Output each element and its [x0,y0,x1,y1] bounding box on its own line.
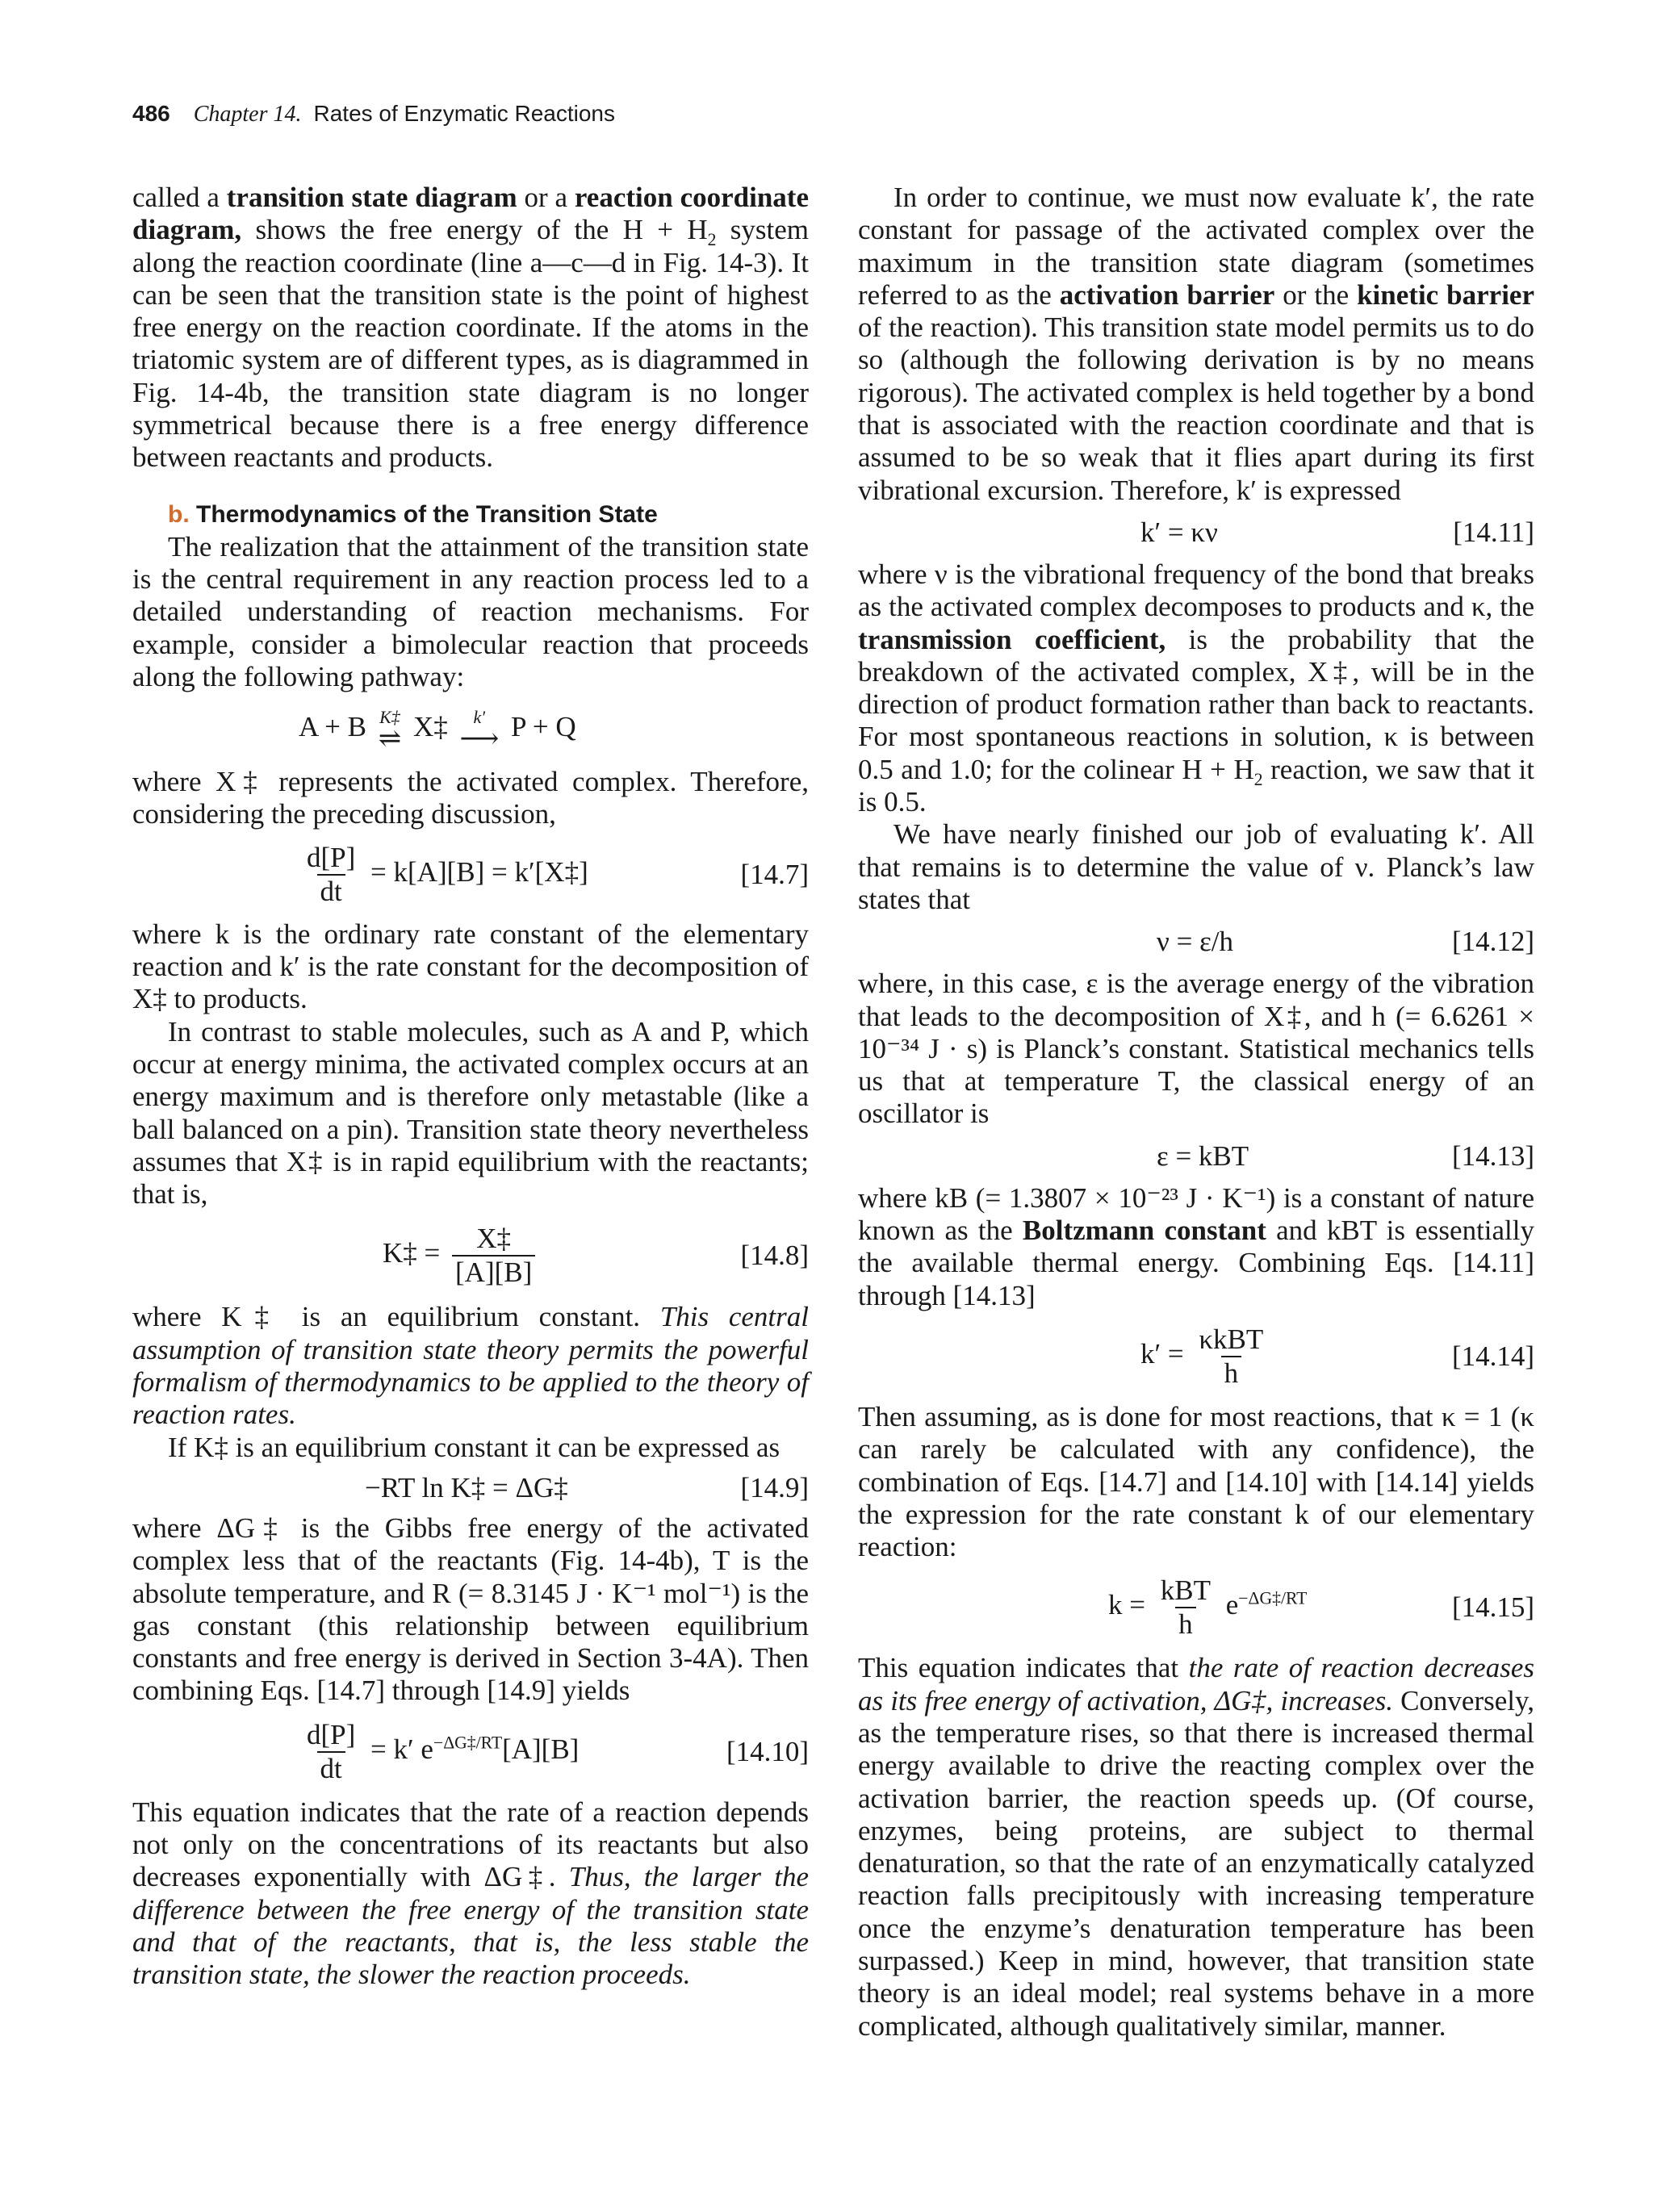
equation-14-12: ν = ε/h [14.12] [1157,926,1534,958]
equation-14-10: $\frac{d[P]}{dt}$ = k′ $e^{-\Delta G\ddagger/RT}[A][B]$ [14.10] [307,1718,809,1784]
equation-number: [14.11] [1453,516,1534,548]
paragraph: where K‡ is an equilibrium constant. This central assumption of transition state theory permits the powerful formalism of thermodynamics to be applied to the theory of reaction rates. [132,1301,810,1431]
paragraph: where, in this case, ε is the average energy of the vibration that leads to the decomposition of X‡, and h (= 6.6261 × 10⁻³⁴ J · s) is Planck’s constant. Statistical mechanics tells us that at temperature T, the classical energy of an oscillator is [858,968,1534,1130]
equation-number: [14.8] [740,1240,809,1272]
paragraph: Then assuming, as is done for most reactions, that κ = 1 (κ can rarely be calculated with any confidence), the combination of Eqs. [14.7] and [14.10] with [14.14] yields the expression for the rate constant k of our elementary reaction: [858,1400,1534,1563]
section-letter: b. [168,500,190,528]
paragraph: In order to continue, we must now evaluate k′, the rate constant for passage of the activated complex over the maximum in the transition state diagram (sometimes referred to as the activation barrier or the kinetic barrier of the reaction). This transition state model permits us to do so (although the following derivation is by no means rigorous). The activated complex is held together by a bond that is associated with the reaction coordinate and that is assumed to be so weak that it flies apart during its first vibrational excursion. Therefore, k′ is expressed [858,182,1534,506]
equation-number: [14.14] [1451,1340,1534,1372]
equation-14-15: k = $\frac{\text{kBT}}{h}$ $e^{-\Delta G\ddagger/RT}$ [14.15] [1108,1574,1534,1641]
paragraph: called a transition state diagram or a reaction coordinate diagram, shows the free energy of the $H + H_2$ system along the reaction coordinate (line a—c—d in Fig. 14-3). It can be seen that the transition state is the point of highest free energy on the reaction coordinate. If the atoms in the triatomic system are of different types, as is diagrammed in Fig. 14-4b, the transition state diagram is no longer symmetrical because there is a free energy difference between reactants and products. [132,182,809,474]
paragraph: where kB (= 1.3807 × 10⁻²³ J · K⁻¹) is a constant of nature known as the Boltzmann constant and kBT is essentially the available thermal energy. Combining Eqs. [14.11] through [14.13] [858,1181,1535,1311]
equation-14-11: k′ = κν [14.11] [1140,516,1534,548]
equation-14-9: −RT ln K‡ = ΔG‡ [14.9] [365,1471,809,1503]
equation-number: [14.13] [1451,1139,1534,1172]
equation-number: [14.10] [726,1735,809,1767]
section-title: Thermodynamics of the Transition State [196,500,658,528]
left-column [132,182,809,1991]
paragraph: We have nearly finished our job of evaluating k′. All that remains is to determine the value of ν. Planck’s law states that [858,818,1534,915]
equation-14-7: $\frac{d[P]}{dt}$ = k[A][B] = k′[X‡] [14.7] [307,841,809,907]
section-heading [168,499,809,531]
reaction-scheme: A + B K‡ ⇌ X‡ k′ ⟶ P + Q [299,707,576,755]
right-column [858,182,1534,2043]
equation-number: [14.9] [740,1471,809,1503]
equation-number: [14.15] [1451,1591,1534,1624]
equation-14-14: k′ = $\frac{\text{κkBT}}{h}$ [14.14] [1140,1323,1534,1389]
paragraph: where ν is the vibrational frequency of the bond that breaks as the activated complex decomposes to products and κ, the transmission coefficient, is the probability that the breakdown of the activated complex, X‡, will be in the direction of product formation rather than back to reactants. For most spontaneous reactions in solution, κ is between 0.5 and 1.0; for the colinear $H + H_2$ reaction, we saw that it is 0.5. [858,558,1535,818]
paragraph: If K‡ is an equilibrium constant it can be expressed as [168,1431,780,1463]
equation-14-13: ε = kBT [14.13] [1157,1139,1534,1172]
running-header [132,101,615,128]
paragraph: This equation indicates that the rate of a reaction depends not only on the concentrations of its reactants but also decreases exponentially with ΔG‡. Thus, the larger the difference between the free energy of the transition state and that of the reactants, that is, the less stable the transition state, the slower the reaction proceeds. [132,1796,809,1991]
paragraph: This equation indicates that the rate of reaction decreases as its free energy of activation, ΔG‡, increases. Conversely, as the temperature rises, so that there is increased thermal energy available to drive the reacting complex over the activation barrier, the reaction speeds up. (Of course, enzymes, being proteins, are subject to thermal denaturation, so that the rate of an enzymatically catalyzed reaction falls precipitously with increasing temperature once the enzyme’s denaturation temperature has been surpassed.) Keep in mind, however, that transition state theory is an ideal model; real systems behave in a more complicated, although qualitatively similar, manner. [858,1652,1534,2042]
paragraph: where ΔG‡ is the Gibbs free energy of the activated complex less that of the reactants (Fig. 14-4b), T is the absolute temperature, and R (= 8.3145 J · K⁻¹ mol⁻¹) is the gas constant (this relationship between equilibrium constants and free energy is derived in Section 3-4A). Then combining Eqs. [14.7] through [14.9] yields [132,1512,809,1707]
equation-number: [14.7] [740,858,809,890]
paragraph: where X‡ represents the activated complex. Therefore, considering the preceding discussion, [132,766,809,830]
paragraph: where k is the ordinary rate constant of the elementary reaction and k′ is the rate constant for the decomposition of X‡ to products. [132,918,809,1015]
chapter-label: Chapter 14. [193,102,302,127]
paragraph: In contrast to stable molecules, such as A and P, which occur at energy minima, the activated complex occurs at an energy maximum and is therefore only metastable (like a ball balanced on a pin). Transition state theory nevertheless assumes that X‡ is in rapid equilibrium with the reactants; that is, [132,1015,809,1211]
equation-number: [14.12] [1451,926,1534,958]
equation-14-8: K‡ = $\frac{X\ddagger}{[A][B]}$ [14.8] [383,1223,809,1289]
chapter-title: Rates of Enzymatic Reactions [313,101,615,126]
page-number: 486 [132,101,170,126]
paragraph: The realization that the attainment of the transition state is the central requirement in any reaction process led to a detailed understanding of reaction mechanisms. For example, consider a bimolecular reaction that proceeds along the following pathway: [132,530,809,692]
